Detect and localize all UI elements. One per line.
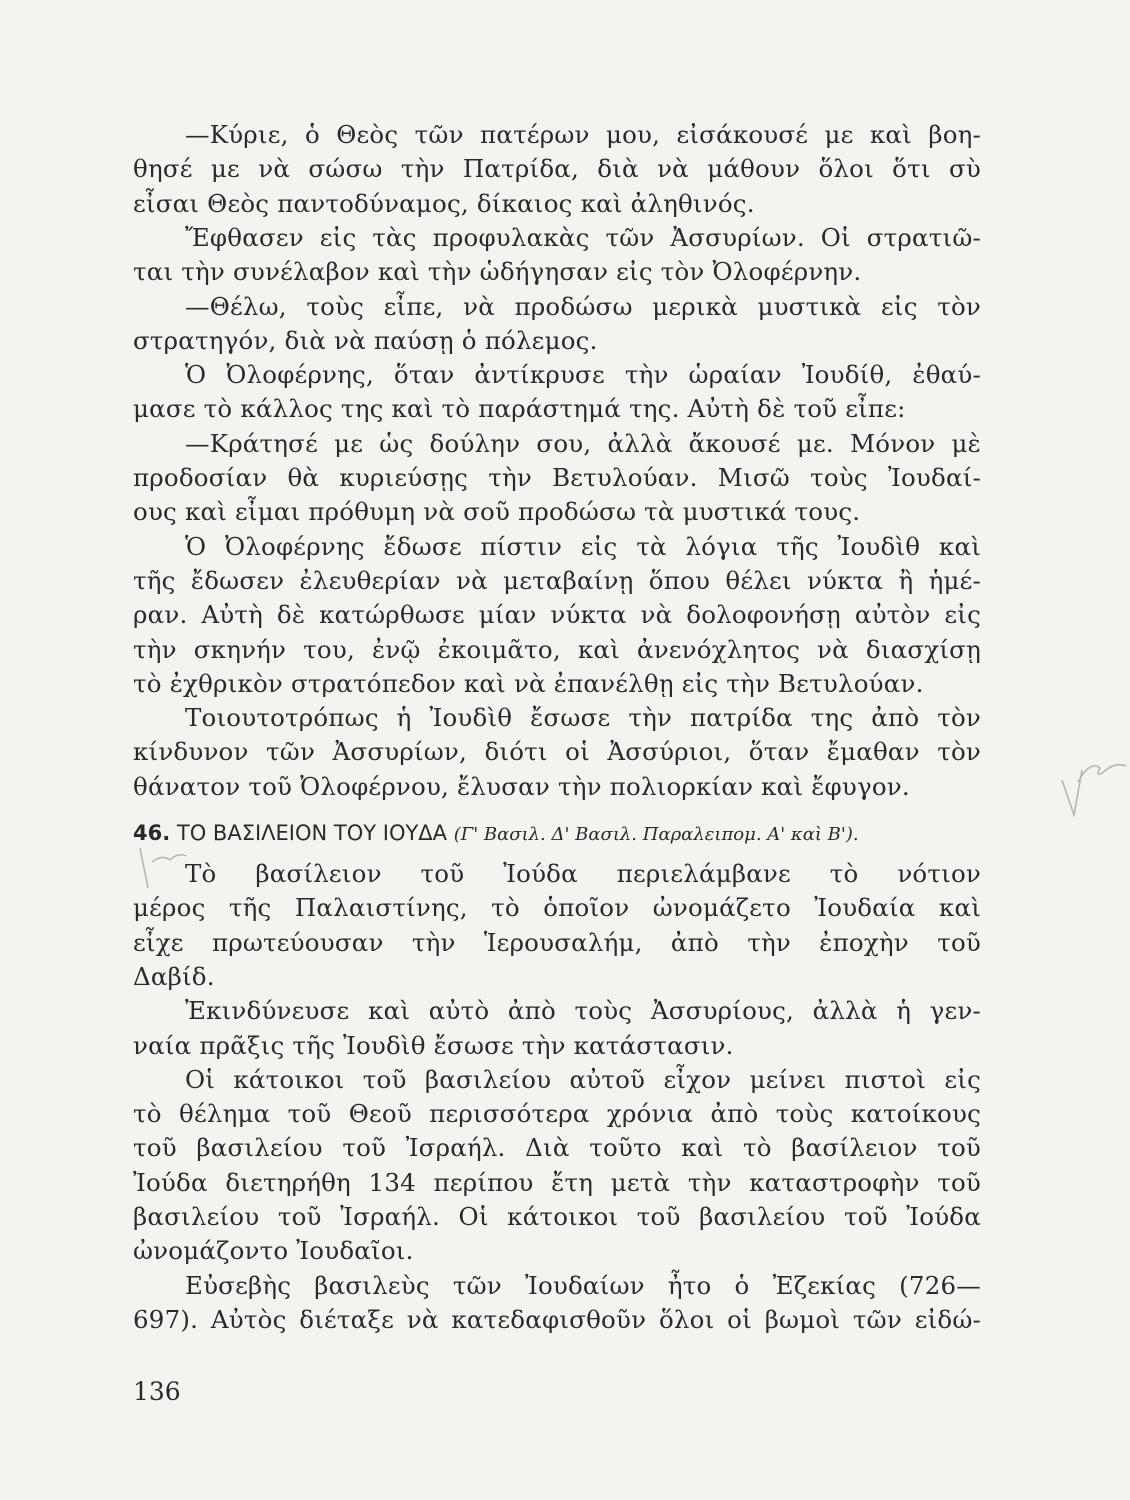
text-line: τὸ ἐχθρικὸν στρατόπεδον καὶ νὰ ἐπανέλθῃ εἰς τὴν Βετυλούαν. [133,668,924,698]
text-line: βασιλείου τοῦ Ἰσραήλ. Οἱ κάτοικοι τοῦ βασιλείου τοῦ Ἰούδα [133,1202,981,1231]
handwritten-signature-mark [1060,740,1130,830]
text-line: μασε τὸ κάλλος της καὶ τὸ παράστημά της. Αὐτὴ δὲ τοῦ εἶπε: [133,394,906,424]
text-line: Ὁ Ὀλοφέρνης ἔδωσε πίστιν εἰς τὰ λόγια τῆς Ἰουδὶθ καὶ [185,531,981,561]
text-line: ραν. Αὐτὴ δὲ κατώρθωσε μίαν νύκτα νὰ δολοφονήσῃ αὐτὸν εἰς [133,600,981,630]
text-line: ὠνομάζοντο Ἰουδαῖοι. [133,1236,414,1266]
text-line: Ὁ Ὀλοφέρνης, ὅταν ἀντίκρυσε τὴν ὡραίαν Ἰουδίθ, ἐθαύ- [185,360,981,390]
text-line: —Κύριε, ὁ Θεὸς τῶν πατέρων μου, εἰσάκουσέ με καὶ βοη- [185,120,981,149]
text-line: Οἱ κάτοικοι τοῦ βασιλείου αὐτοῦ εἶχον μείνει πιστοὶ εἰς [185,1064,981,1094]
text-line: ναία πρᾶξις τῆς Ἰουδὶθ ἔσωσε τὴν κατάστασιν. [133,1030,734,1060]
text-line: Δαβίδ. [133,961,215,991]
text-line: εἶσαι Θεὸς παντοδύναμος, δίκαιος καὶ ἀληθινός. [133,188,755,218]
section-number: 46. [133,821,171,845]
text-line: Ἐκινδύνευσε καὶ αὐτὸ ἀπὸ τοὺς Ἀσσυρίους, ἀλλὰ ἡ γεν- [185,996,981,1026]
text-line: Ἰούδα διετηρήθη 134 περίπου ἔτη μετὰ τὴν καταστροφὴν τοῦ [133,1167,981,1197]
page-number: 136 [133,1377,181,1406]
text-line: κίνδυνον τῶν Ἀσσυρίων, διότι οἱ Ἀσσύριοι, ὅταν ἔμαθαν τὸν [133,737,981,767]
text-line: —Κράτησέ με ὡς δούλην σου, ἀλλὰ ἄκουσέ με. Μόνον μὲ [185,428,981,458]
pencil-mark [138,840,188,895]
text-line: ους καὶ εἶμαι πρόθυμη νὰ σοῦ προδώσω τὰ μυστικά τους. [133,497,861,527]
text-line: Εὐσεβὴς βασιλεὺς τῶν Ἰουδαίων ἦτο ὁ Ἐζεκίας (726— [185,1270,981,1300]
text-line: τοῦ βασιλείου τοῦ Ἰσραήλ. Διὰ τοῦτο καὶ τὸ βασίλειον τοῦ [133,1133,981,1163]
text-line: τὸ θέλημα τοῦ Θεοῦ περισσότερα χρόνια ἀπὸ τοὺς κατοίκους [133,1099,981,1129]
text-line: ται τὴν συνέλαβον καὶ τὴν ὡδήγησαν εἰς τὸν Ὀλοφέρνην. [133,257,862,287]
text-line: τὴν σκηνήν του, ἐνῷ ἐκοιμᾶτο, καὶ ἀνενόχλητος νὰ διασχίσῃ [133,634,981,664]
text-line: Ἔφθασεν εἰς τὰς προφυλακὰς τῶν Ἀσσυρίων. Οἱ στρατιῶ- [185,222,981,252]
text-line: μέρος τῆς Παλαιστίνης, τὸ ὁποῖον ὠνομάζετο Ἰουδαία καὶ [133,893,981,923]
text-line: στρατηγόν, διὰ νὰ παύσῃ ὁ πόλεμος. [133,325,598,355]
text-line: 697). Αὐτὸς διέταξε νὰ κατεδαφισθοῦν ὅλοι οἱ βωμοὶ τῶν εἰδώ- [133,1304,981,1334]
section-reference: (Γ' Βασιλ. Δ' Βασιλ. Παραλειπομ. Α' καὶ Β'). [453,824,859,845]
text-line: Τοιουτοτρόπως ἡ Ἰουδὶθ ἔσωσε τὴν πατρίδα της ἀπὸ τὸν [185,703,981,733]
text-line: —Θέλω, τοὺς εἶπε, νὰ προδώσω μερικὰ μυστικὰ εἰς τὸν [185,291,981,321]
section-title: ΤΟ ΒΑΣΙΛΕΙΟΝ ΤΟΥ ΙΟΥΔΑ [176,821,448,845]
text-line: θησέ με νὰ σώσω τὴν Πατρίδα, διὰ νὰ μάθουν ὅλοι ὅτι σὺ [133,154,981,184]
text-line: εἶχε πρωτεύουσαν τὴν Ἱερουσαλήμ, ἀπὸ τὴν ἐποχὴν τοῦ [133,927,981,957]
text-line: προδοσίαν θὰ κυριεύσῃς τὴν Βετυλούαν. Μισῶ τοὺς Ἰουδαί- [133,463,981,492]
text-line: Τὸ βασίλειον τοῦ Ἰούδα περιελάμβανε τὸ νότιον [185,859,981,888]
text-line: τῆς ἔδωσεν ἐλευθερίαν νὰ μεταβαίνῃ ὅπου θέλει νύκτα ἢ ἡμέ- [133,565,981,595]
text-line: θάνατον τοῦ Ὀλοφέρνου, ἔλυσαν τὴν πολιορκίαν καὶ ἔφυγον. [133,771,910,801]
section-heading [133,818,981,850]
